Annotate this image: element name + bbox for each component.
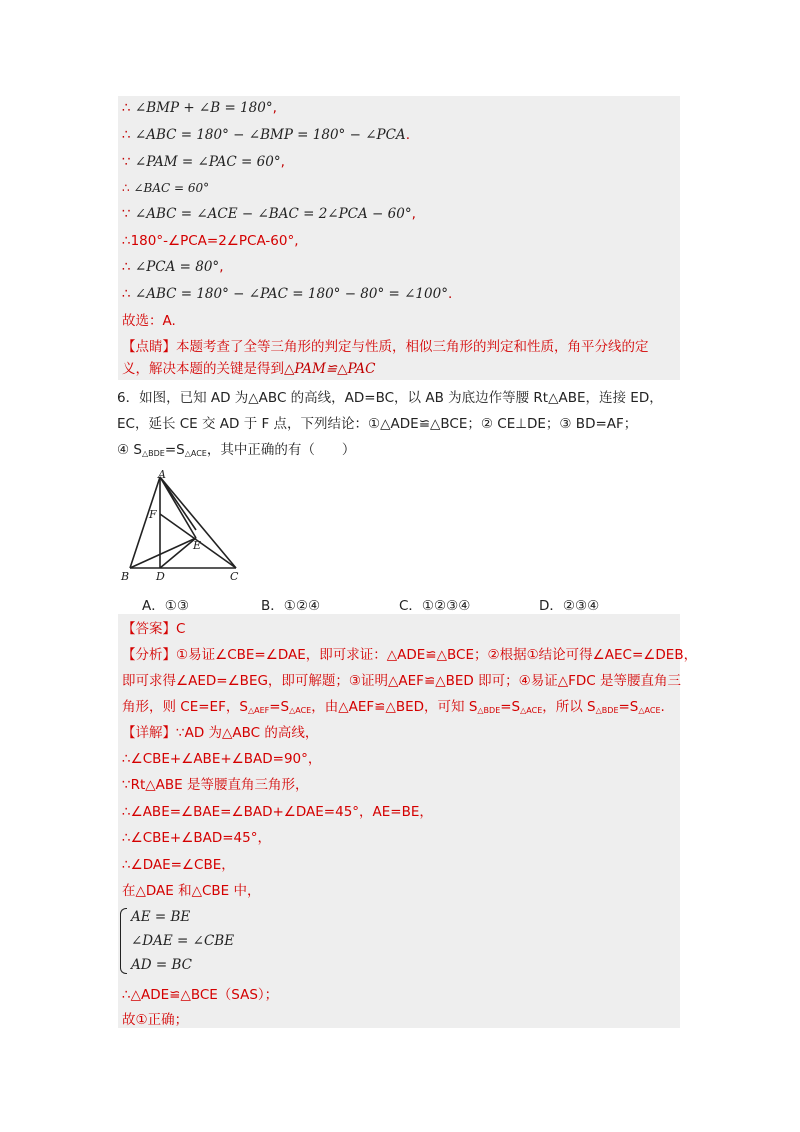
choice-line: 故选：A.: [122, 313, 176, 329]
system-eq-3: AD = BC: [131, 957, 192, 973]
detail-line-4: ∴∠ABE=∠BAE=∠BAD+∠DAE=45°，AE=BE，: [122, 804, 433, 820]
solution-line-5: ∵ ∠ABC = ∠ACE − ∠BAC = 2∠PCA − 60°,: [122, 206, 416, 222]
option-c[interactable]: C．①②③④: [399, 598, 471, 614]
option-b[interactable]: B．①②④: [261, 598, 321, 614]
detail-line-1: 【详解】∵AD 为△ABC 的高线，: [122, 725, 319, 741]
solution-line-2: ∴ ∠ABC = 180° − ∠BMP = 180° − ∠PCA.: [122, 127, 410, 143]
solution-line-4: ∴ ∠BAC = 60°: [122, 181, 210, 195]
detail-label: 【详解】: [122, 725, 176, 741]
label-F: F: [149, 508, 157, 521]
segment-DE: [160, 538, 196, 568]
segment-AE-extra: [160, 477, 196, 530]
label-E: E: [193, 539, 202, 552]
label-B: B: [121, 570, 130, 582]
solution-line-7: ∴ ∠PCA = 80°,: [122, 259, 224, 275]
analysis-line-2: 即可求得∠AED=∠BEG，即可解题；③证明△AEF≌△BED 即可；④易证△FDC 是等腰直角三: [122, 673, 681, 689]
answer-label: 【答案】: [122, 621, 176, 637]
comment-line-1: 【点睛】本题考查了全等三角形的判定与性质，相似三角形的判定和性质，角平分线的定: [122, 339, 649, 355]
detail-line-3: ∵Rt△ABE 是等腰直角三角形，: [122, 777, 309, 793]
answer-line: 【答案】C: [122, 621, 186, 637]
solution-line-8: ∴ ∠ABC = 180° − ∠PAC = 180° − 80° = ∠100°.: [122, 286, 453, 302]
detail-line-9: 故①正确；: [122, 1012, 189, 1028]
comment-line-2: 义，解决本题的关键是得到△PAM≌△PAC: [122, 361, 376, 377]
question-line-3: ④ $S_{\triangle BDE}=S_{\triangle ACE}$，其中正确的有（ ）: [117, 442, 356, 458]
segment-AB: [130, 477, 160, 568]
solution-line-3: ∵ ∠PAM = ∠PAC = 60°,: [122, 154, 285, 170]
analysis-line-1: 【分析】①易证∠CBE=∠DAE，即可求证：△ADE≌△BCE；②根据①结论可得∠AEC=∠DEB，: [122, 647, 698, 663]
analysis-label: 【分析】: [122, 647, 176, 663]
system-brace: [120, 908, 127, 974]
comment-label: 【点睛】: [122, 339, 176, 355]
detail-line-5: ∴∠CBE+∠BAD=45°，: [122, 830, 271, 846]
question-line-2: EC，延长 CE 交 AD 于 F 点，下列结论：①△ADE≌△BCE；② CE⊥DE；③ BD=AF；: [117, 416, 638, 432]
segment-BE: [130, 538, 196, 568]
label-C: C: [230, 570, 239, 582]
label-D: D: [156, 570, 165, 582]
label-A: A: [158, 470, 166, 481]
detail-line-2: ∴∠CBE+∠ABE+∠BAD=90°，: [122, 751, 322, 767]
system-eq-1: AE = BE: [131, 909, 191, 925]
question-line-1: 6．如图，已知 AD 为△ABC 的高线，AD=BC，以 AB 为底边作等腰 Rt△ABE，连接 ED，: [117, 390, 663, 406]
option-a[interactable]: A．①③: [142, 598, 189, 614]
detail-line-7: 在△DAE 和△CBE 中，: [122, 883, 261, 899]
solution-line-6: ∴180°-∠PCA=2∠PCA-60°,: [122, 233, 299, 249]
detail-line-8: ∴△ADE≌△BCE（SAS）；: [122, 987, 279, 1003]
analysis-line-3: 角形，则 CE=EF，$S_{\triangle AEF}=S_{\triangle ACE}$，由△AEF≌△BED，可知 $S_{\triangle BDE}=S_{\triangle ACE}$，所以 $S_{\triangle BDE}=S_{\triangle ACE}$.: [122, 699, 665, 715]
geometry-figure: [118, 470, 248, 582]
system-eq-2: ∠DAE = ∠CBE: [131, 933, 235, 949]
option-d[interactable]: D．②③④: [539, 598, 600, 614]
detail-line-6: ∴∠DAE=∠CBE，: [122, 857, 235, 873]
solution-line-1: ∴ ∠BMP + ∠B = 180°,: [122, 100, 277, 116]
